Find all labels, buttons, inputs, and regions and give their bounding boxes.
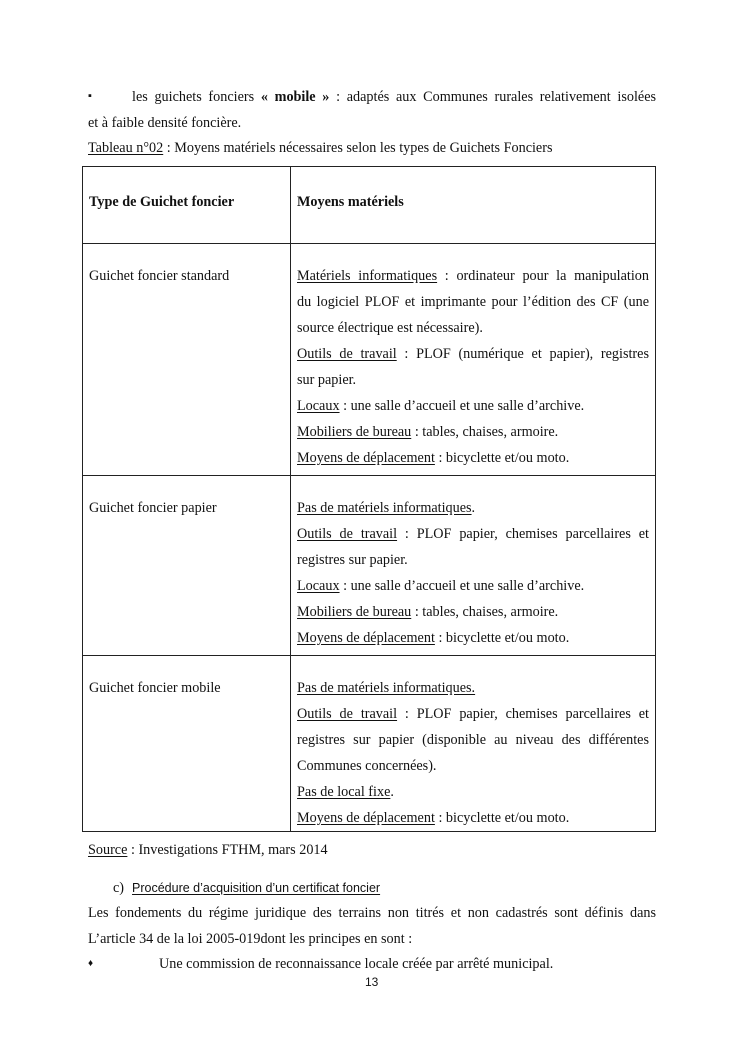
table-caption-label: Tableau n°02 [88,140,164,156]
table-caption: Tableau n°02 : Moyens matériels nécessaires selon les types de Guichets Fonciers [88,140,553,156]
row-type-cell: Guichet foncier mobile [83,656,291,832]
means-line: Outils de travail : PLOF papier, chemises parcellaires et [297,706,649,722]
table-row [83,244,656,476]
row-type-cell: Guichet foncier standard [83,244,291,476]
means-line: Outils de travail : PLOF papier, chemises parcellaires et [297,526,649,542]
row-means-cell [291,656,656,832]
means-line: Pas de matériels informatiques. [297,680,476,696]
equipment-table [82,166,656,832]
means-line: Locaux : une salle d’accueil et une salle d’archive. [297,398,585,414]
row-type-cell: Guichet foncier papier [83,476,291,656]
row-means-cell [291,476,656,656]
table-row [83,656,656,832]
means-line: Moyens de déplacement : bicyclette et/ou moto. [297,630,570,646]
means-line: Pas de matériels informatiques. [297,500,476,516]
intro-line-1: les guichets fonciers « mobile » : adaptés aux Communes rurales relativement isolées [132,89,657,105]
means-line: Communes concernées). [297,758,437,774]
means-line: source électrique est nécessaire). [297,320,483,336]
means-line: Locaux : une salle d’accueil et une salle d’archive. [297,578,585,594]
table-header-row [83,167,656,244]
means-line: sur papier. [297,372,357,388]
paragraph-line-1: Les fondements du régime juridique des terrains non titrés et non cadastrés sont définis dans [88,905,656,921]
header-cell-means: Moyens matériels [291,167,656,244]
means-line: registres sur papier (disponible au niveau des différentes [297,732,649,748]
means-line: Mobiliers de bureau : tables, chaises, armoire. [297,604,559,620]
table-row [83,476,656,656]
section-heading: c) Procédure d’acquisition d’un certificat foncier [113,880,381,896]
means-line: du logiciel PLOF et imprimante pour l’édition des CF (une [297,294,649,310]
intro-line-2: et à faible densité foncière. [88,115,242,131]
section-title: Procédure d’acquisition d’un certificat foncier [132,881,381,895]
diamond-bullet-icon: ♦ [88,958,94,969]
paragraph-line-2: L’article 34 de la loi 2005-019dont les principes en sont : [88,931,413,947]
means-line: Moyens de déplacement : bicyclette et/ou moto. [297,810,570,826]
bullet-icon: ▪ [88,90,92,102]
page-number: 13 [365,975,379,989]
means-line: Moyens de déplacement : bicyclette et/ou moto. [297,450,570,466]
header-cell-type: Type de Guichet foncier [83,167,291,244]
table-source: Source : Investigations FTHM, mars 2014 [88,842,328,858]
means-line: Mobiliers de bureau : tables, chaises, armoire. [297,424,559,440]
means-line: Outils de travail : PLOF (numérique et papier), registres [297,346,649,362]
means-line: registres sur papier. [297,552,408,568]
means-line: Matériels informatiques : ordinateur pour la manipulation [297,268,649,284]
row-means-cell [291,244,656,476]
bullet-text: Une commission de reconnaissance locale créée par arrêté municipal. [159,956,554,972]
means-line: Pas de local fixe. [297,784,394,800]
